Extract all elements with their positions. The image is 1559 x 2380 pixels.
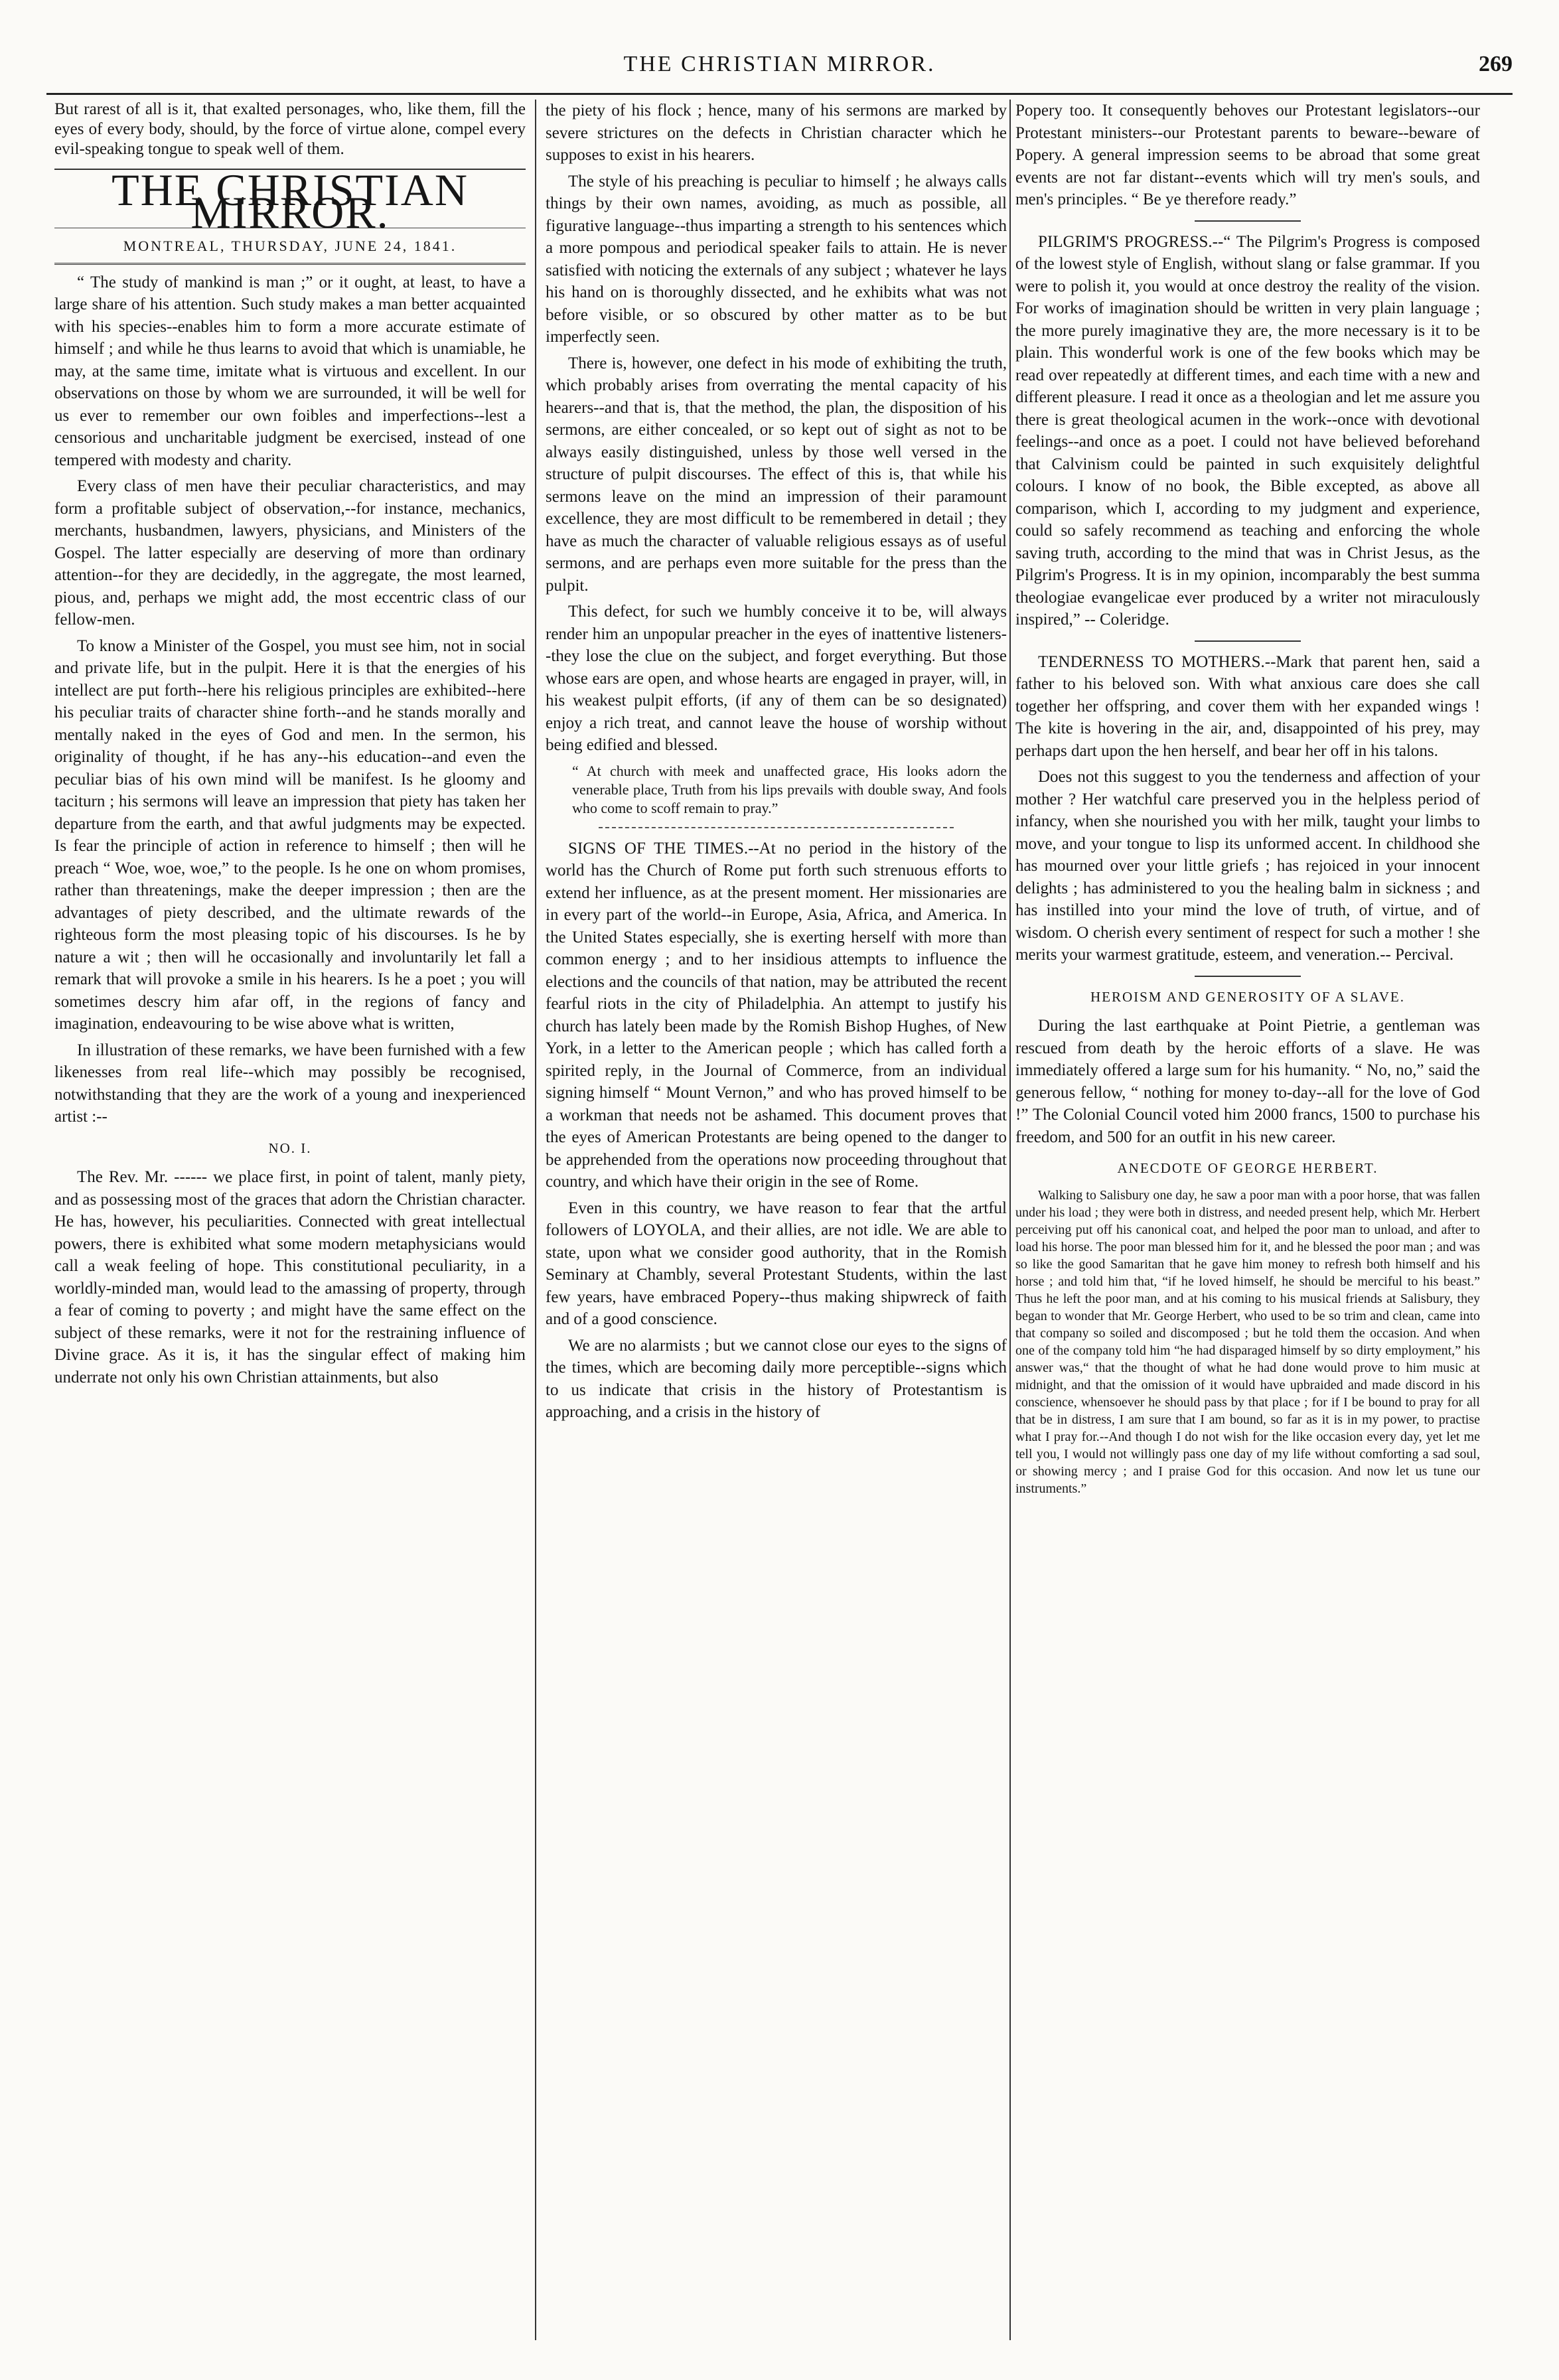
divider (1195, 220, 1301, 222)
article-paragraph: During the last earthquake at Point Pietrie, a gentleman was rescued from death by the heroic efforts of a slave. He was immediately offered a large sum for his humanity. “ No, no,” said the generous fellow, “ nothing for money to-day--all for the love of God !” The Colonial Council voted him 2000 francs, 1500 to purchase his freedom, and 500 for an outfit in his new career. (1015, 1017, 1480, 1146)
article-paragraph: The Rev. Mr. ------ we place first, in point of talent, manly piety, and as possessing most of the graces that adorn the Christian character. He has, however, his peculiarities. Connected with great intellectual powers, there is exhibited what some modern metaphysicians would call a weak feeling of hope. This constitutional peculiarity, in a worldly-minded man, would lead to the amassing of property, through a fear of coming to poverty ; and might have the same effect on the subject of these remarks, were it not for the restraining influence of Divine grace. As it is, it has the singular effect of making him underrate not only his own Christian attainments, but also (54, 1168, 526, 1386)
section-heading: ANECDOTE OF GEORGE HERBERT. (1117, 1160, 1378, 1176)
article-paragraph: To know a Minister of the Gospel, you must see him, not in social and private life, but in the pulpit. Here it is that the energies of his intellect are put forth--here his religious principles are exhibited--here his peculiar traits of character shine forth--and he stands morally and mentally naked in the eyes of God and men. In the sermon, his originality of thought, if he has any--his education--and even the peculiar bias of his own mind will be manifest. Is he gloomy and taciturn ; his sermons will leave an impression that piety has taken her departure from the earth, and that awful judgments may be expected. Is fear the principle of action in reference to himself ; then will he preach “ Woe, woe, woe,” to the people. Is he one on whom promises, rather than threatenings, make the deeper impression ; then are the advantages of piety described, and the ultimate rewards of the righteous form the most pleasing topic of his discourses. Is he by nature a wit ; then will he occasionally and involuntarily let fall a remark that will provoke a smile in his hearers. Is he a poet ; you will sometimes descry him afar off, in the regions of fancy and imagination, endeavouring to be wise above what is written, (54, 636, 526, 1033)
page-number: 269 (1479, 52, 1513, 76)
article-paragraph: The style of his preaching is peculiar to himself ; he always calls things by their own names, avoiding, as much as possible, all figurative language--thus imparting a strength to his sentences which a more pompous and periodical speaker fails to attain. He is never satisfied with noticing the externals of any subject ; whatever he lays his hand on is thoroughly dissected, and he exhibits what was not before visible, or so obscured by other matter as to be but imperfectly seen. (546, 172, 1007, 346)
dateline: MONTREAL, THURSDAY, JUNE 24, 1841. (54, 228, 526, 265)
article-paragraph: There is, however, one defect in his mode of exhibiting the truth, which probably arises from overrating the mental capacity of his hearers--and that is, that the method, the plan, the disposition of his sermons, are either concealed, or so kept out of sight as not to be always easily distinguished, unless by those well versed in the structure of pulpit discourses. The effect of this is, that while his sermons leave on the mind an impression of their paramount excellence, they are most difficult to be remembered in detail ; they have as much the character of valuable religious essays as of useful sermons, and are perhaps even more suitable for the press than the pulpit. (546, 354, 1007, 595)
column-rule-2 (1009, 100, 1011, 2340)
section-number: NO. I. (268, 1140, 312, 1156)
article-paragraph: SIGNS OF THE TIMES.--At no period in the history of the world has the Church of Rome put forth such strenuous efforts to extend her influence, as at the present moment. Her missionaries are in every part of the world--in Europe, Asia, Africa, and America. In the United States especially, she is exerting herself with more than common energy ; and to her insidious attempts to influence the elections and the councils of that nation, may be attributed the recent fearful riots in the city of Philadelphia. An attempt to justify his church has lately been made by the Romish Bishop Hughes, of New York, in a letter to the American people ; which has called forth a spirited reply, in the Journal of Commerce, from an individual signing himself “ Mount Vernon,” and who has proved himself to be a workman that needs not be ashamed. This document proves that the eyes of American Protestants are being opened to the danger to be apprehended from the operations now proceeding throughout that country, and which have their origin in the see of Rome. (546, 839, 1007, 1191)
masthead: THE CHRISTIAN MIRROR. (54, 169, 526, 224)
article-paragraph: This defect, for such we humbly conceive it to be, will always render him an unpopular preacher in the eyes of inattentive listeners--they lose the clue on the subject, and forget everything. But those whose ears are open, and whose hearts are engaged in prayer, will, in his weakest pulpit efforts, (if any of them can be so designated) enjoy a rich treat, and cannot leave the house of worship without being edified and blessed. (546, 603, 1007, 754)
article-paragraph: TENDERNESS TO MOTHERS.--Mark that parent hen, said a father to his beloved son. With what anxious care does she call together her offspring, and cover them with her expanded wings ! The kite is hovering in the air, and, disappointed of his prey, may perhaps dart upon the hen herself, and bear her off in his talons. (1015, 652, 1480, 760)
article-paragraph: Popery too. It consequently behoves our Protestant legislators--our Protestant ministers--our Protestant parents to beware--beware of Popery. A general impression seems to be abroad that some great events are not far distant--events which will try men's souls, and men's principles. “ Be ye therefore ready.” (1015, 102, 1480, 208)
article-paragraph: Walking to Salisbury one day, he saw a poor man with a poor horse, that was fallen under his load ; they were both in distress, and needed present help, which Mr. Herbert perceiving put off his canonical coat, and helped the poor man to unload, and after to load his horse. The poor man blessed him for it, and he blessed the poor man ; and was so like the good Samaritan that he gave him money to refresh both himself and his horse ; and told him that, “if he loved himself, he should be merciful to his beast.” Thus he left the poor man, and at his coming to his musical friends at Salisbury, they began to wonder that Mr. George Herbert, who used to be so trim and clean, came into that company so soiled and discomposed ; but he told them the occasion. And when one of the company told him “he had disparaged himself by so dirty employment,” his answer was,“ that the thought of what he had done would prove to him music at midnight, and that the omission of it would have upbraided and made discord in his conscience, whensoever he should pass by that place ; for if I be bound to pray for all that be in distress, I am sure that I am bound, so far as it is in my power, to practise what I pray for.--And though I do not wish for the like occasion every day, yet let me tell you, I would not willingly pass one day of my life without comforting a sad soul, or showing mercy ; and I praise God for this occasion. And now let us tune our instruments.” (1015, 1187, 1480, 1496)
divider (599, 827, 954, 828)
verse-quote: “ At church with meek and unaffected grace, His looks adorn the venerable place, Truth from his lips prevails with double sway, And fools who come to scoff remain to pray.” (572, 762, 1007, 816)
divider (1195, 640, 1301, 642)
article-paragraph: Does not this suggest to you the tenderness and affection of your mother ? Her watchful care preserved you in the helpless period of infancy, when she nourished you with her milk, taught your limbs to move, and your tongue to lisp its unformed accent. In childhood she has mourned over your little griefs ; has rejoiced in your innocent delights ; has administered to you the healing balm in sickness ; and has instilled into your mind the love of truth, of virtue, and of wisdom. O cherish every sentiment of respect for such a mother ! she merits your warmest gratitude, esteem, and veneration.-- Percival. (1015, 768, 1480, 964)
lead-paragraph: But rarest of all is it, that exalted personages, who, like them, fill the eyes of every body, should, by the force of virtue alone, compel every evil-speaking tongue to speak well of them. (54, 100, 526, 158)
running-header (46, 46, 1513, 95)
column-1 (54, 100, 526, 2340)
running-title: THE CHRISTIAN MIRROR. (623, 52, 936, 76)
article-paragraph: “ The study of mankind is man ;” or it ought, at least, to have a large share of his attention. Such study makes a man better acquainted with his species--enables him to form a more accurate estimate of himself ; and while he thus learns to avoid that which is unamiable, he may, at the same time, imitate what is virtuous and excellent. In our observations on those by whom we are surrounded, it will be well for us ever to remember our own foibles and imperfections--lest a censorious and uncharitable judgment be exercised, instead of one tempered with modesty and charity. (54, 273, 526, 469)
column-3 (1015, 100, 1480, 2340)
article-paragraph: In illustration of these remarks, we have been furnished with a few likenesses from real life--which may possibly be recognised, notwithstanding that they are the work of a young and inexperienced artist :-- (54, 1041, 526, 1126)
article-paragraph: Even in this country, we have reason to fear that the artful followers of LOYOLA, and their allies, are not idle. We are able to state, upon what we consider good authority, that in the Romish Seminary at Chambly, several Protestant Students, within the last few years, have embraced Popery--thus making shipwreck of faith and of a good conscience. (546, 1199, 1007, 1328)
column-rule-1 (535, 100, 536, 2340)
article-paragraph: the piety of his flock ; hence, many of his sermons are marked by severe strictures on the defects in Christian character which he supposes to exist in his hearers. (546, 102, 1007, 164)
article-paragraph: We are no alarmists ; but we cannot close our eyes to the signs of the times, which are becoming daily more perceptible--signs which to us indicate that crisis in the history of Protestantism is approaching, and a crisis in the history of (546, 1336, 1007, 1421)
column-2 (546, 100, 1007, 2340)
divider (1195, 976, 1301, 977)
section-heading: HEROISM AND GENEROSITY OF A SLAVE. (1090, 988, 1406, 1005)
article-paragraph: Every class of men have their peculiar characteristics, and may form a profitable subject of observation,--for instance, mechanics, merchants, husbandmen, lawyers, physicians, and Ministers of the Gospel. The latter especially are deserving of more than ordinary attention--for they are decidedly, in the aggregate, the most learned, pious, and, perhaps we might add, the most eccentric class of our fellow-men. (54, 477, 526, 629)
article-paragraph: PILGRIM'S PROGRESS.--“ The Pilgrim's Progress is composed of the lowest style of English, without slang or false grammar. If you were to polish it, you would at once destroy the reality of the vision. For works of imagination should be written in very plain language ; the more purely imaginative they are, the more necessary is it to be plain. This wonderful work is one of the few books which may be read over repeatedly at different times, and each time with a new and different pleasure. I read it once as a theologian and let me assure you there is great theological acumen in the work--once with devotional feelings--and once as a poet. I could not have believed beforehand that Calvinism could be painted in such exquisitely delightful colours. I know of no book, the Bible excepted, as above all comparison, which I, according to my judgment and experience, could so safely recommend as teaching and enforcing the whole saving truth, according to the mind that was in Christ Jesus, as the Pilgrim's Progress. It is in my opinion, incomparably the best summa theologiae evangelicae ever produced by a writer not miraculously inspired,” -- Coleridge. (1015, 232, 1480, 629)
